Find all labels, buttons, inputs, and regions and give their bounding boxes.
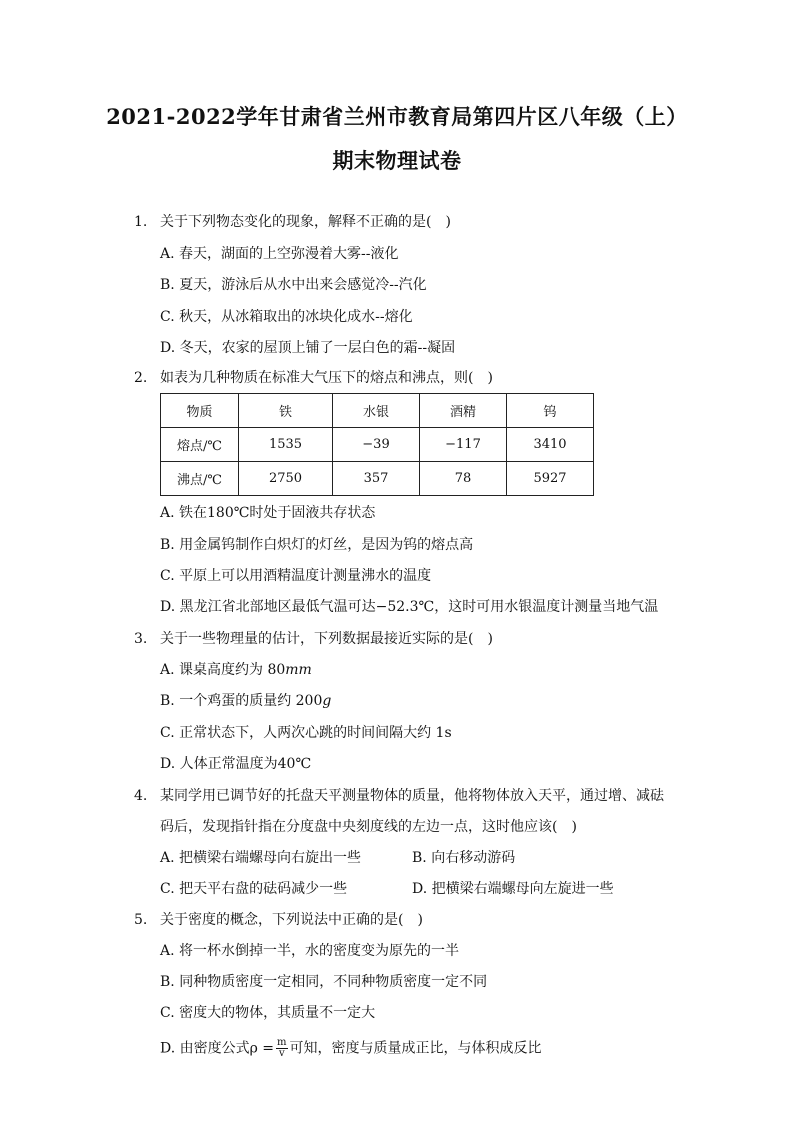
table-cell: 铁 [239,394,333,428]
q2-option-c: C. 平原上可以用酒精温度计测量沸水的温度 [160,568,432,584]
question-5 [134,910,423,930]
q4-option-a: A. 把横梁右端螺母向右旋出一些 [160,850,362,866]
option-text: B. 一个鸡蛋的质量约 200 [160,693,323,709]
q2-option-d: D. 黑龙江省北部地区最低气温可达−52.3℃，这时可用水银温度计测量当地气温 [160,599,659,615]
question-stem: 关于下列物态变化的现象，解释不正确的是( ) [160,214,451,230]
q1-option-d: D. 冬天，农家的屋顶上铺了一层白色的霜--凝固 [160,340,456,356]
question-3 [134,629,493,649]
question-2 [134,368,493,388]
q4-option-b: B. 向右移动游码 [412,850,516,866]
q3-option-b [160,691,331,711]
table-cell: 物质 [161,394,239,428]
q5-option-d [160,1038,542,1059]
q3-option-d [160,754,311,774]
option-unit: mm [285,662,312,678]
question-stem: 某同学用已调节好的托盘天平测量物体的质量，他将物体放入天平，通过增、减砝 [160,788,664,804]
q1-option-b: B. 夏天，游泳后从水中出来会感觉冷--汽化 [160,277,427,293]
q3-option-c [160,723,452,743]
question-number: 3. [134,631,148,647]
q5-option-c: C. 密度大的物体，其质量不一定大 [160,1005,376,1021]
fraction-numerator: m [277,1037,287,1048]
table-cell: 水银 [333,394,420,428]
table-cell: 1535 [239,428,333,462]
table-cell: 酒精 [420,394,507,428]
question-stem: 关于一些物理量的估计，下列数据最接近实际的是( ) [160,631,493,647]
option-text: C. 正常状态下，人两次心跳的时间间隔大约 1s [160,725,452,741]
question-1 [134,212,451,232]
q5-option-a: A. 将一杯水倒掉一半，水的密度变为原先的一半 [160,943,460,959]
q2-option-a: A. 铁在180℃时处于固液共存状态 [160,505,376,521]
table-cell: 熔点/℃ [161,428,239,462]
question-4 [134,786,664,806]
table-cell: 357 [333,462,420,496]
formula-suffix: 可知，密度与质量成正比，与体积成反比 [289,1040,542,1057]
question-number: 4. [134,788,148,804]
option-text: A. 课桌高度约为 80 [160,662,286,678]
question-number: 2. [134,370,148,386]
question-number: 5. [134,912,148,928]
question-number: 1. [134,214,148,230]
exam-title-line1: 2021-2022学年甘肃省兰州市教育局第四片区八年级（上） [106,104,688,129]
table-cell: 3410 [507,428,594,462]
option-text: D. 人体正常温度为40℃ [160,756,312,772]
table-cell: 2750 [239,462,333,496]
q1-option-a: A. 春天，湖面的上空弥漫着大雾--液化 [160,246,399,262]
density-fraction [276,1038,287,1059]
table-cell: 78 [420,462,507,496]
q4-option-d: D. 把横梁右端螺母向左旋进一些 [412,881,614,897]
formula-prefix: D. 由密度公式ρ = [160,1040,275,1057]
q4-option-c: C. 把天平右盘的砝码减少一些 [160,881,348,897]
fraction-denominator: v [278,1048,285,1059]
table-row [161,462,594,496]
q1-option-c: C. 秋天，从冰箱取出的冰块化成水--熔化 [160,309,413,325]
option-unit: g [322,693,332,709]
table-cell: 钨 [507,394,594,428]
exam-title-line2: 期末物理试卷 [332,148,462,173]
table-cell: −117 [420,428,507,462]
q5-option-b: B. 同种物质密度一定相同，不同种物质密度一定不同 [160,974,488,990]
table-cell: 5927 [507,462,594,496]
question-stem: 关于密度的概念，下列说法中正确的是( ) [160,912,423,928]
q2-option-b: B. 用金属钨制作白炽灯的灯丝，是因为钨的熔点高 [160,537,474,553]
table-row [161,428,594,462]
table-cell: −39 [333,428,420,462]
question-stem: 如表为几种物质在标准大气压下的熔点和沸点，则( ) [160,370,493,386]
melting-boiling-table [160,393,594,496]
q3-option-a [160,660,312,680]
table-cell: 沸点/℃ [161,462,239,496]
table-header-row [161,394,594,428]
question-stem-continued: 码后，发现指针指在分度盘中央刻度线的左边一点，这时他应该( ) [160,819,577,835]
